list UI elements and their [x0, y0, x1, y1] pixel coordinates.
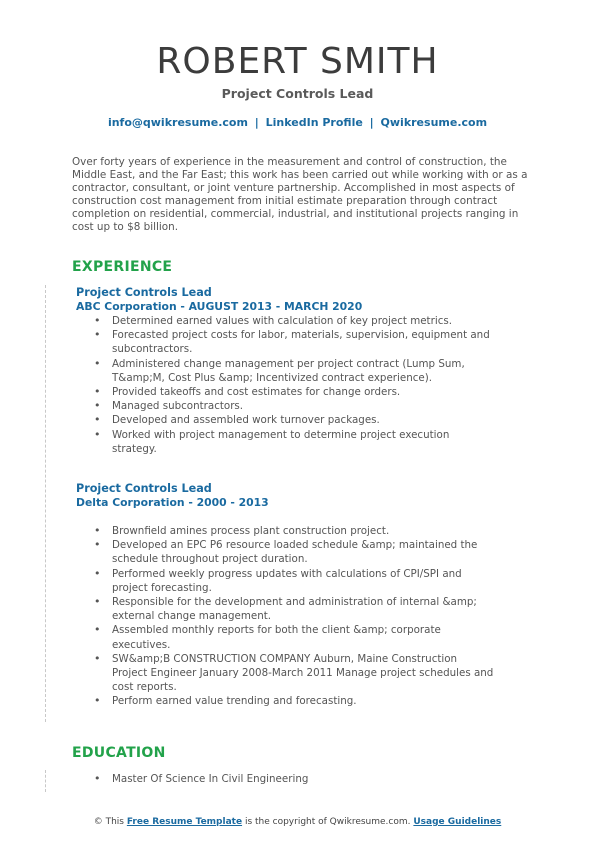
job-company: Delta Corporation - 2000 - 2013	[76, 496, 269, 509]
list-item: • Administered change management per project contract (Lump Sum, T&amp;M, Cost Plus &amp; Incentivized contract experience).	[94, 357, 494, 385]
job-title: Project Controls Lead	[76, 482, 212, 495]
job-bullets	[94, 314, 516, 456]
footer	[0, 817, 595, 827]
list-item: • Determined earned values with calculation of key project metrics.	[94, 314, 494, 328]
education-entry	[76, 772, 516, 786]
list-item: • Brownfield amines process plant construction project.	[94, 524, 494, 538]
contact-separator: |	[369, 116, 374, 129]
list-item: • SW&amp;B CONSTRUCTION COMPANY Auburn, Maine Construction Project Engineer January 2008-March 2011 Manage project schedules and cost reports.	[94, 652, 494, 695]
usage-guidelines-link[interactable]: Usage Guidelines	[413, 817, 502, 827]
email-link[interactable]: info@qwikresume.com	[107, 116, 248, 129]
linkedin-link[interactable]: LinkedIn Profile	[265, 116, 363, 129]
summary-paragraph: Over forty years of experience in the measurement and control of construction, the Middle East, and the Far East; this work has been carried out while working with or as a contractor, consultant, or joint venture partnership. Accomplished in most aspects of construction cost management from initial estimate preparation through contract completion on residential, commercial, industrial, and institutional projects ranging in cost up to $8 billion.	[72, 156, 528, 233]
list-item: • Developed and assembled work turnover packages.	[94, 413, 494, 427]
list-item: • Perform earned value trending and forecasting.	[94, 694, 494, 708]
candidate-title: Project Controls Lead	[221, 86, 374, 101]
job-company: ABC Corporation - AUGUST 2013 - MARCH 2020	[76, 300, 363, 313]
list-item: • Worked with project management to determine project execution strategy.	[94, 428, 494, 456]
contact-line	[0, 116, 595, 129]
list-item: • Managed subcontractors.	[94, 399, 494, 413]
list-item: • Provided takeoffs and cost estimates for change orders.	[94, 385, 494, 399]
job-bullets	[94, 524, 516, 709]
education-rail	[45, 770, 46, 792]
contact-separator: |	[254, 116, 259, 129]
experience-heading: EXPERIENCE	[72, 259, 173, 275]
education-heading: EDUCATION	[72, 745, 166, 761]
free-resume-template-link[interactable]: Free Resume Template	[126, 817, 243, 827]
footer-prefix: © This	[93, 817, 124, 827]
candidate-name: ROBERT SMITH	[156, 41, 439, 82]
education-list	[94, 772, 516, 786]
list-item: • Developed an EPC P6 resource loaded schedule &amp; maintained the schedule throughout project duration.	[94, 538, 494, 566]
list-item: • Master Of Science In Civil Engineering	[94, 772, 494, 786]
list-item: • Assembled monthly reports for both the client &amp; corporate executives.	[94, 623, 494, 651]
job-entry	[76, 286, 516, 456]
experience-rail	[45, 285, 46, 722]
footer-copyright-text: is the copyright of Qwikresume.com.	[244, 817, 411, 827]
list-item: • Forecasted project costs for labor, materials, supervision, equipment and subcontractors.	[94, 328, 494, 356]
list-item: • Responsible for the development and administration of internal &amp; external change management.	[94, 595, 494, 623]
website-link[interactable]: Qwikresume.com	[380, 116, 488, 129]
job-entry	[76, 482, 516, 709]
list-item: • Performed weekly progress updates with calculations of CPI/SPI and project forecasting.	[94, 567, 494, 595]
job-title: Project Controls Lead	[76, 286, 212, 299]
